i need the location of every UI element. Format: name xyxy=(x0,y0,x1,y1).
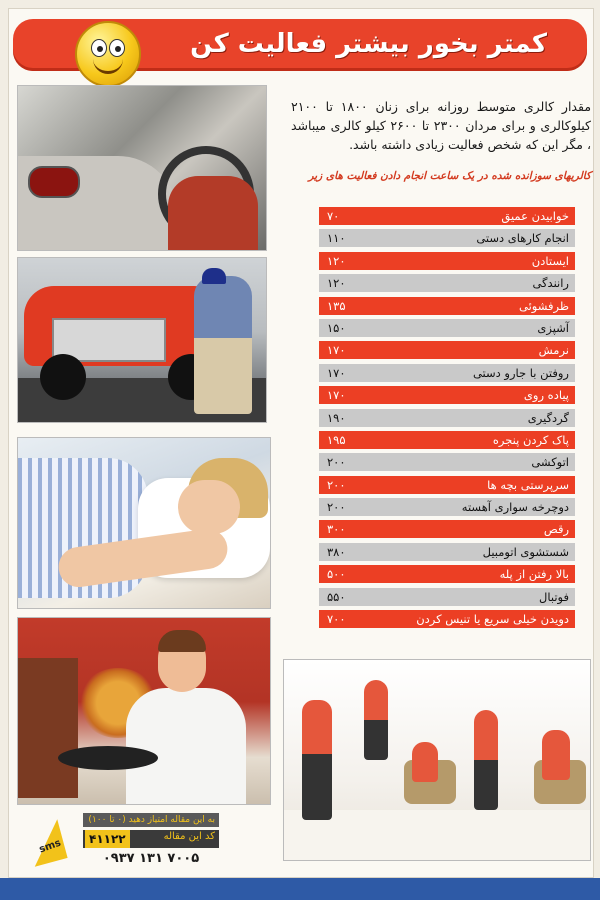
table-row xyxy=(319,409,575,427)
activity-name: نرمش xyxy=(538,343,569,358)
man-washing-shape xyxy=(194,276,252,414)
activity-name: بالا رفتن از پله xyxy=(499,567,569,582)
page-title: کمتر بخور بیشتر فعالیت کن xyxy=(190,29,547,59)
activity-calories: ۷۰۰ xyxy=(327,612,346,627)
smiley-icon xyxy=(75,21,141,87)
activity-calories: ۵۰۰ xyxy=(327,567,346,582)
sms-code-label: کد این مقاله xyxy=(163,831,215,842)
activity-calories: ۱۲۰ xyxy=(327,253,346,268)
activity-calories: ۱۵۰ xyxy=(327,320,346,335)
table-row xyxy=(319,543,575,561)
table-row xyxy=(319,565,575,583)
photo-cooking xyxy=(17,617,271,805)
activity-name: دوچرخه سواری آهسته xyxy=(461,500,569,515)
face-shape xyxy=(178,480,240,534)
magazine-page xyxy=(8,8,594,878)
table-row xyxy=(319,498,575,516)
table-row xyxy=(319,229,575,247)
chef-body-shape xyxy=(126,688,246,804)
activity-calories: ۱۷۰ xyxy=(327,365,346,380)
table-row xyxy=(319,476,575,494)
table-row xyxy=(319,341,575,359)
kitchen-shelf-shape xyxy=(18,658,78,798)
activity-name: شستشوی اتومبیل xyxy=(482,544,569,559)
person-sitting-right xyxy=(542,730,570,780)
sms-article-code: ۴۱۱۲۲ xyxy=(85,830,130,848)
table-row xyxy=(319,252,575,270)
sms-vote-box xyxy=(29,813,219,875)
activity-name: ایستادن xyxy=(531,253,569,268)
smiley-mouth xyxy=(93,57,123,74)
activity-name: پاک کردن پنجره xyxy=(492,432,569,447)
activity-calories: ۱۷۰ xyxy=(327,388,346,403)
table-row xyxy=(319,274,575,292)
calorie-table xyxy=(319,207,575,632)
frying-pan-shape xyxy=(58,746,158,770)
photo-driving xyxy=(17,85,267,251)
activity-calories: ۱۷۰ xyxy=(327,343,346,358)
activity-calories: ۲۰۰ xyxy=(327,500,346,515)
activity-name: سرپرستی بچه ها xyxy=(487,477,569,492)
activity-name: خوابیدن عمیق xyxy=(501,209,569,223)
smiley-eye-left xyxy=(91,39,107,57)
table-row xyxy=(319,610,575,628)
activity-calories: ۱۲۰ xyxy=(327,276,346,291)
photo-car-washing xyxy=(17,257,267,423)
table-row xyxy=(319,207,575,225)
activity-name: انجام کارهای دستی xyxy=(476,231,569,246)
table-row xyxy=(319,319,575,337)
activity-name: گردگیری xyxy=(527,410,569,425)
photo-cleaning xyxy=(283,659,591,861)
activity-calories: ۳۰۰ xyxy=(327,522,346,537)
car-wheel-front xyxy=(40,354,86,400)
activity-calories: ۵۵۰ xyxy=(327,589,346,604)
activity-name: رقص xyxy=(543,522,569,537)
person-vacuuming xyxy=(302,700,332,820)
activity-calories: ۲۰۰ xyxy=(327,477,346,492)
activity-calories: ۲۰۰ xyxy=(327,455,346,470)
activity-calories: ۱۳۵ xyxy=(327,298,346,313)
photo-sleeping xyxy=(17,437,271,609)
person-on-ladder xyxy=(364,680,388,760)
sms-phone-number: ۰۹۳۷ ۱۳۱ ۷۰۰۵ xyxy=(102,851,200,866)
side-mirror-shape xyxy=(28,166,80,198)
intro-paragraph: مقدار کالری متوسط روزانه برای زنان ۱۸۰۰ تا ۲۱۰۰ کیلوکالری و برای مردان ۲۳۰۰ تا ۲۶۰۰ کیلو کالری میباشد ، مگر این که شخص فعالیت زیادی داشته باشد. xyxy=(291,99,592,152)
driver-shape xyxy=(168,176,258,250)
activity-name: پیاده روی xyxy=(523,388,569,403)
table-row xyxy=(319,297,575,315)
activity-calories: ۱۹۰ xyxy=(327,410,346,425)
activity-name: آشپزی xyxy=(537,320,569,335)
activity-name: روفتن با جارو دستی xyxy=(472,365,569,380)
activity-calories: ۳۸۰ xyxy=(327,544,346,559)
sms-vote-text: به این مقاله امتیاز دهید (۰ تا ۱۰۰) xyxy=(83,813,219,827)
sms-badge-label: sms xyxy=(37,837,63,856)
smiley-eye-right xyxy=(109,39,125,57)
activity-name: ظرفشوئی xyxy=(519,298,569,313)
table-subheading: کالریهای سوزانده شده در یک ساعت انجام دادن فعالیت های زیر xyxy=(308,170,591,182)
title-banner xyxy=(13,19,587,71)
activity-calories: ۱۹۵ xyxy=(327,432,346,447)
chef-hair-shape xyxy=(158,630,206,652)
activity-name: فوتبال xyxy=(539,589,569,604)
table-row xyxy=(319,588,575,606)
table-row xyxy=(319,431,575,449)
table-row xyxy=(319,453,575,471)
activity-name: رانندگی xyxy=(532,276,569,291)
table-row xyxy=(319,386,575,404)
table-row xyxy=(319,520,575,538)
person-sitting-left xyxy=(412,742,438,782)
bottom-strip xyxy=(0,878,600,900)
activity-name: اتوکشی xyxy=(531,455,569,470)
person-dusting xyxy=(474,710,498,810)
activity-name: دویدن خیلی سریع یا تنیس کردن xyxy=(416,612,569,627)
cap-shape xyxy=(202,268,226,284)
activity-calories: ۱۱۰ xyxy=(327,231,346,246)
table-row xyxy=(319,364,575,382)
activity-calories: ۷۰ xyxy=(327,209,340,223)
